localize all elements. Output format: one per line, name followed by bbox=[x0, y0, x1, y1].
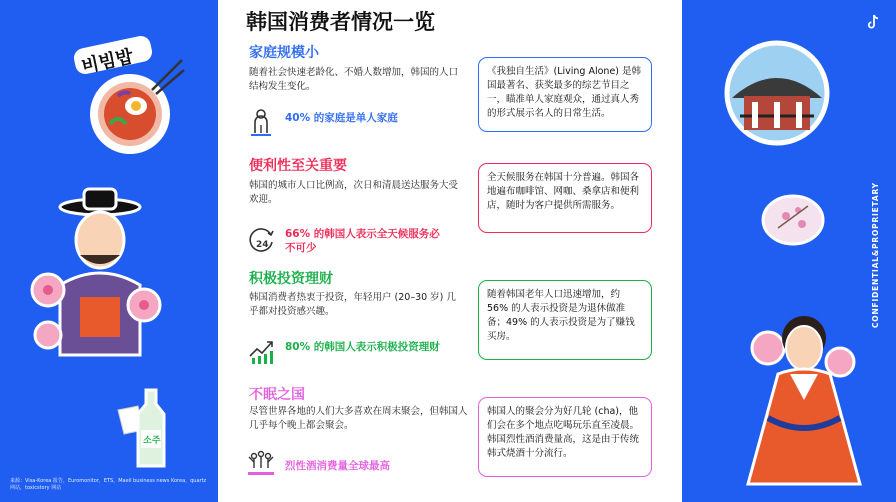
bibimbap-sticker bbox=[70, 36, 185, 156]
stat-household: 40% 的家庭是单人家庭 bbox=[285, 112, 398, 124]
section-body-household: 随着社会快速老龄化、不婚人数增加，韩国的人口结构发生变化。 bbox=[249, 67, 459, 92]
party-icon bbox=[246, 448, 276, 478]
page-title: 韩国消费者情况一览 bbox=[246, 10, 435, 34]
section-heading-household: 家庭规模小 bbox=[249, 45, 319, 61]
bibimbap-label: 비빔밥 bbox=[79, 46, 136, 78]
section-body-convenience: 韩国的城市人口比例高，次日和清晨送达服务大受欢迎。 bbox=[249, 180, 459, 205]
soju-sticker bbox=[110, 380, 185, 475]
section-heading-investment: 积极投资理财 bbox=[249, 271, 333, 287]
woman-hanbok-sticker bbox=[738, 308, 868, 488]
tiktok-icon bbox=[866, 14, 882, 30]
section-heading-convenience: 便利性至关重要 bbox=[249, 158, 347, 174]
confidential-label: CONFIDENTIAL&PROPRIETARY bbox=[871, 182, 880, 328]
stat-convenience: 66% 的韩国人表示全天候服务必不可少 bbox=[285, 228, 440, 254]
stat-nightlife: 烈性酒消费量全球最高 bbox=[285, 460, 390, 472]
confidential-label-container bbox=[871, 168, 885, 328]
clock-24-icon bbox=[246, 225, 276, 255]
growth-chart-icon bbox=[246, 336, 276, 366]
stat-investment: 80% 的韩国人表示积极投资理财 bbox=[285, 341, 440, 353]
section-body-nightlife: 尽管世界各地的人们大多喜欢在周末聚会，但韩国人几乎每个晚上都会聚会。 bbox=[249, 406, 468, 431]
card-convenience: 全天候服务在韩国十分普遍。韩国各地遍布咖啡馆、网咖、桑拿店和便利店，随时为客户提供所需服务。 bbox=[478, 163, 652, 233]
man-hat-sticker bbox=[20, 185, 170, 365]
palace-sticker bbox=[722, 38, 832, 148]
card-nightlife: 韩国人的聚会分为好几轮 (cha)，他们会在多个地点吃喝玩乐直至凌晨。韩国烈性酒消费量高，这是由于传统韩式烧酒十分流行。 bbox=[478, 397, 652, 477]
person-icon bbox=[246, 107, 276, 137]
section-body-investment: 韩国消费者热衷于投资，年轻用户 (20–30 岁) 几乎都对投资感兴趣。 bbox=[249, 292, 456, 317]
section-heading-nightlife: 不眠之国 bbox=[249, 387, 305, 403]
source-footnote: 来源：Visa-Korea 报告，Euromonitor，ETS，Maeil business news Korea，quartz 网站，toxicstory 网站 bbox=[10, 478, 207, 491]
svg-text:24: 24 bbox=[256, 240, 269, 250]
soju-label: 소주 bbox=[143, 436, 161, 446]
card-investment: 随着韩国老年人口迅速增加，约 56% 的人表示投资是为退休做准备；49% 的人表示投资是为了赚钱买房。 bbox=[478, 280, 652, 360]
card-household: 《我独自生活》(Living Alone) 是韩国最著名、获奖最多的综艺节目之一，瞄准单人家庭观众，通过真人秀的形式展示名人的日常生活。 bbox=[478, 57, 652, 132]
fan-sticker bbox=[758, 188, 828, 248]
